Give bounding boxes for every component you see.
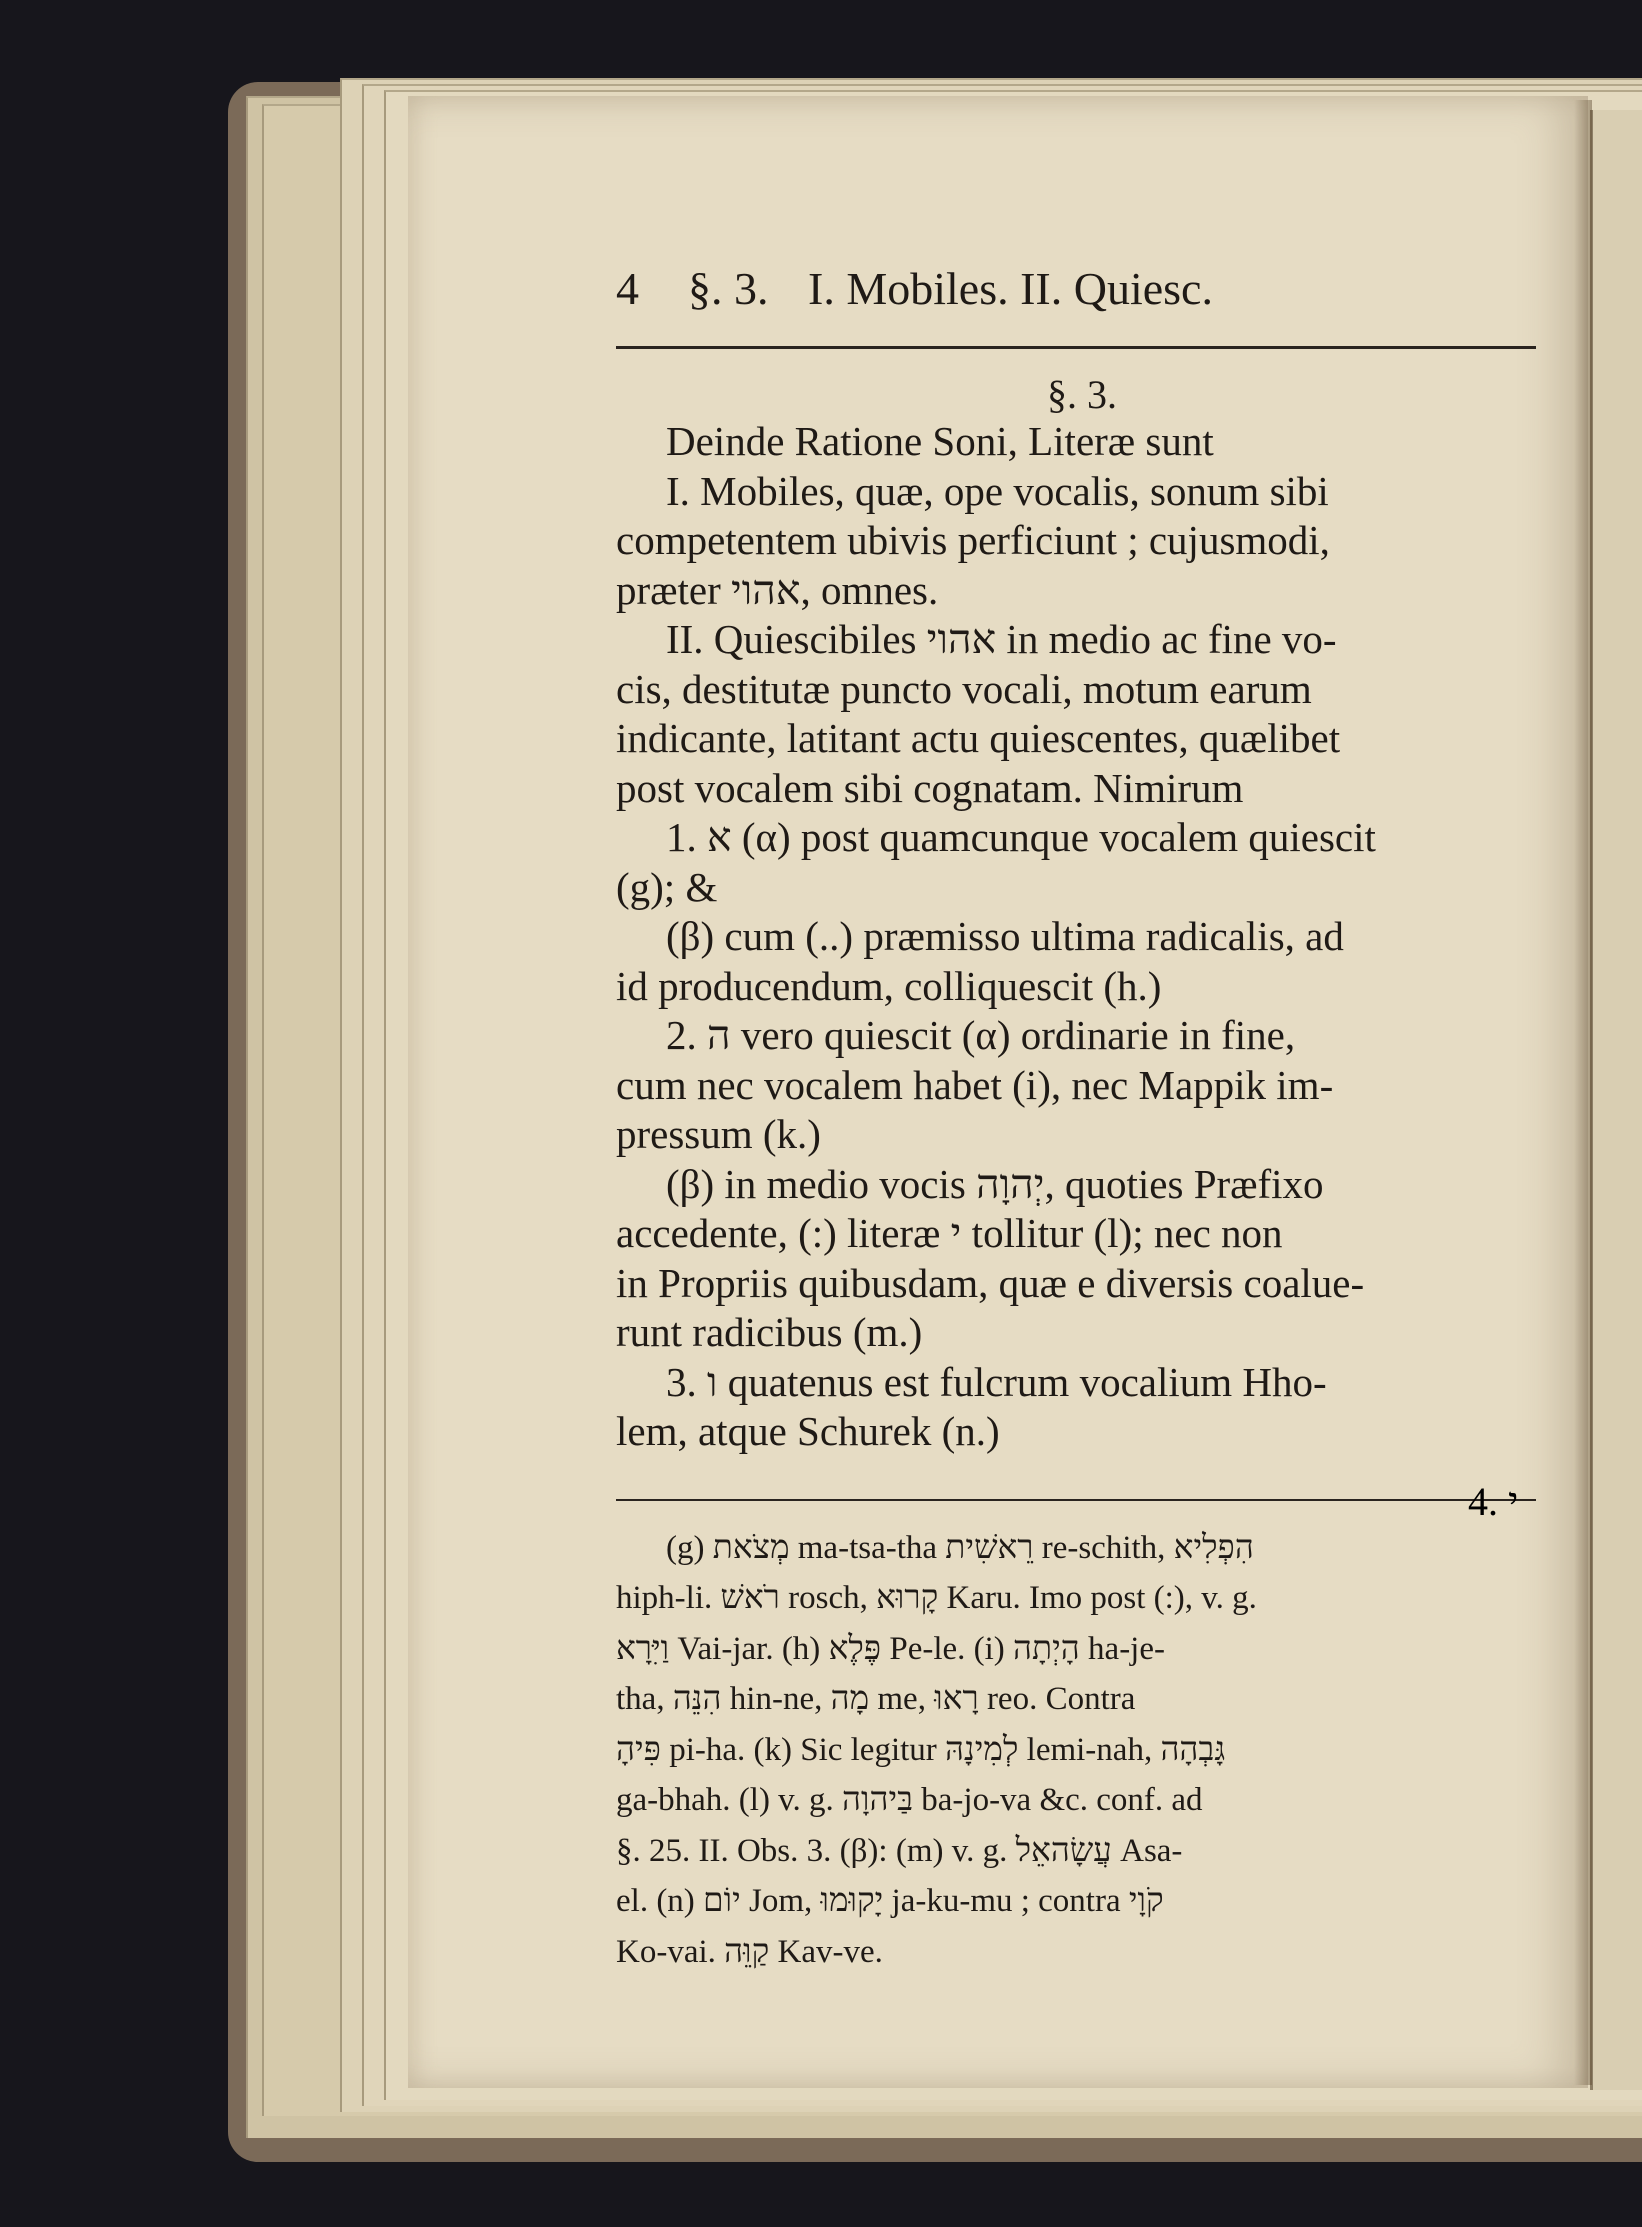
body-line: pressum (k.) [616, 1111, 821, 1157]
footnote-line: §. 25. II. Obs. 3. (β): (m) v. g. עֲשָׂהאֵל Asa- [616, 1832, 1183, 1869]
page-content [616, 262, 1548, 1977]
footnote-line: el. (n) יוֹם Jom, יָקוּמוּ ja-ku-mu ; contra קֹוָי [616, 1883, 1164, 1919]
body-line: runt radicibus (m.) [616, 1309, 923, 1355]
footnotes [616, 1523, 1548, 1978]
footnote-line: tha, הִנֵּה hin-ne, מָה me, רָאוּ reo. Contra [616, 1681, 1136, 1717]
running-header [616, 262, 1548, 332]
body-line: I. Mobiles, quæ, ope vocalis, sonum sibi [666, 467, 1329, 514]
body-line: 3. ו quatenus est fulcrum vocalium Hho- [666, 1358, 1327, 1405]
body-line: in Propriis quibusdam, quæ e diversis coalue- [616, 1259, 1365, 1306]
footnote-line: ga-bhah. (l) v. g. בַּיהוָה ba-jo-va &c. conf. ad [616, 1782, 1203, 1818]
facing-page-edge [1590, 110, 1642, 2090]
body-line: 1. א (α) post quamcunque vocalem quiescit [666, 814, 1376, 860]
catchword: 4. י [1468, 1479, 1519, 1524]
body-line: (β) cum (..) præmisso ultima radicalis, ad [666, 913, 1344, 959]
header-section: §. 3. [688, 263, 769, 314]
running-title: I. Mobiles. II. Quiesc. [808, 263, 1213, 314]
body-line: lem, atque Schurek (n.) [616, 1408, 1000, 1454]
body-line: præter אהוי, omnes. [616, 566, 939, 613]
header-rule [616, 346, 1536, 349]
footnote-line: Ko-vai. קַוֵּה Kav-ve. [616, 1933, 883, 1970]
footnote-line: hiph-li. רֹאשׁ rosch, קָרוּא Karu. Imo post (:), v. g. [616, 1580, 1257, 1616]
body-line: accedente, (:) literæ י tollitur (l); nec non [616, 1210, 1283, 1256]
footnote-line: וַיִּרָא Vai-jar. (h) פֶּלֶא Pe-le. (i) הָיְתָה ha-je- [616, 1630, 1165, 1667]
body-line: Deinde Ratione Soni, Literæ sunt [666, 418, 1214, 464]
spine-shadow [1574, 100, 1592, 2085]
body-line: competentem ubivis perficiunt ; cujusmodi, [616, 517, 1330, 563]
section-heading: §. 3. [1047, 372, 1117, 417]
body-line: 2. ה vero quiescit (α) ordinarie in fine, [666, 1012, 1296, 1058]
body-line: id producendum, colliquescit (h.) [616, 962, 1162, 1009]
body-line: (β) in medio vocis יְהוָה, quoties Præfixo [666, 1160, 1324, 1207]
body-text [616, 417, 1548, 1457]
body-line: (g); & [616, 863, 718, 910]
footnote-rule [616, 1499, 1536, 1501]
body-line: cis, destitutæ puncto vocali, motum earum [616, 665, 1312, 712]
body-line: indicante, latitant actu quiescentes, quælibet [616, 715, 1341, 761]
body-line: II. Quiescibiles אהוי in medio ac fine vo- [666, 616, 1337, 662]
page-number: 4 [616, 263, 639, 314]
body-line: cum nec vocalem habet (i), nec Mappik im- [616, 1061, 1334, 1108]
footnote-line: (g) מְצֹאת ma-tsa-tha רֵאשִׁית re-schith, הִפְלִיא [666, 1529, 1254, 1566]
footnote-line: פִּיהָ pi-ha. (k) Sic legitur לְמִינָהּ lemi-nah, גָּבְהָה [616, 1731, 1226, 1768]
body-line: post vocalem sibi cognatam. Nimirum [616, 764, 1244, 811]
